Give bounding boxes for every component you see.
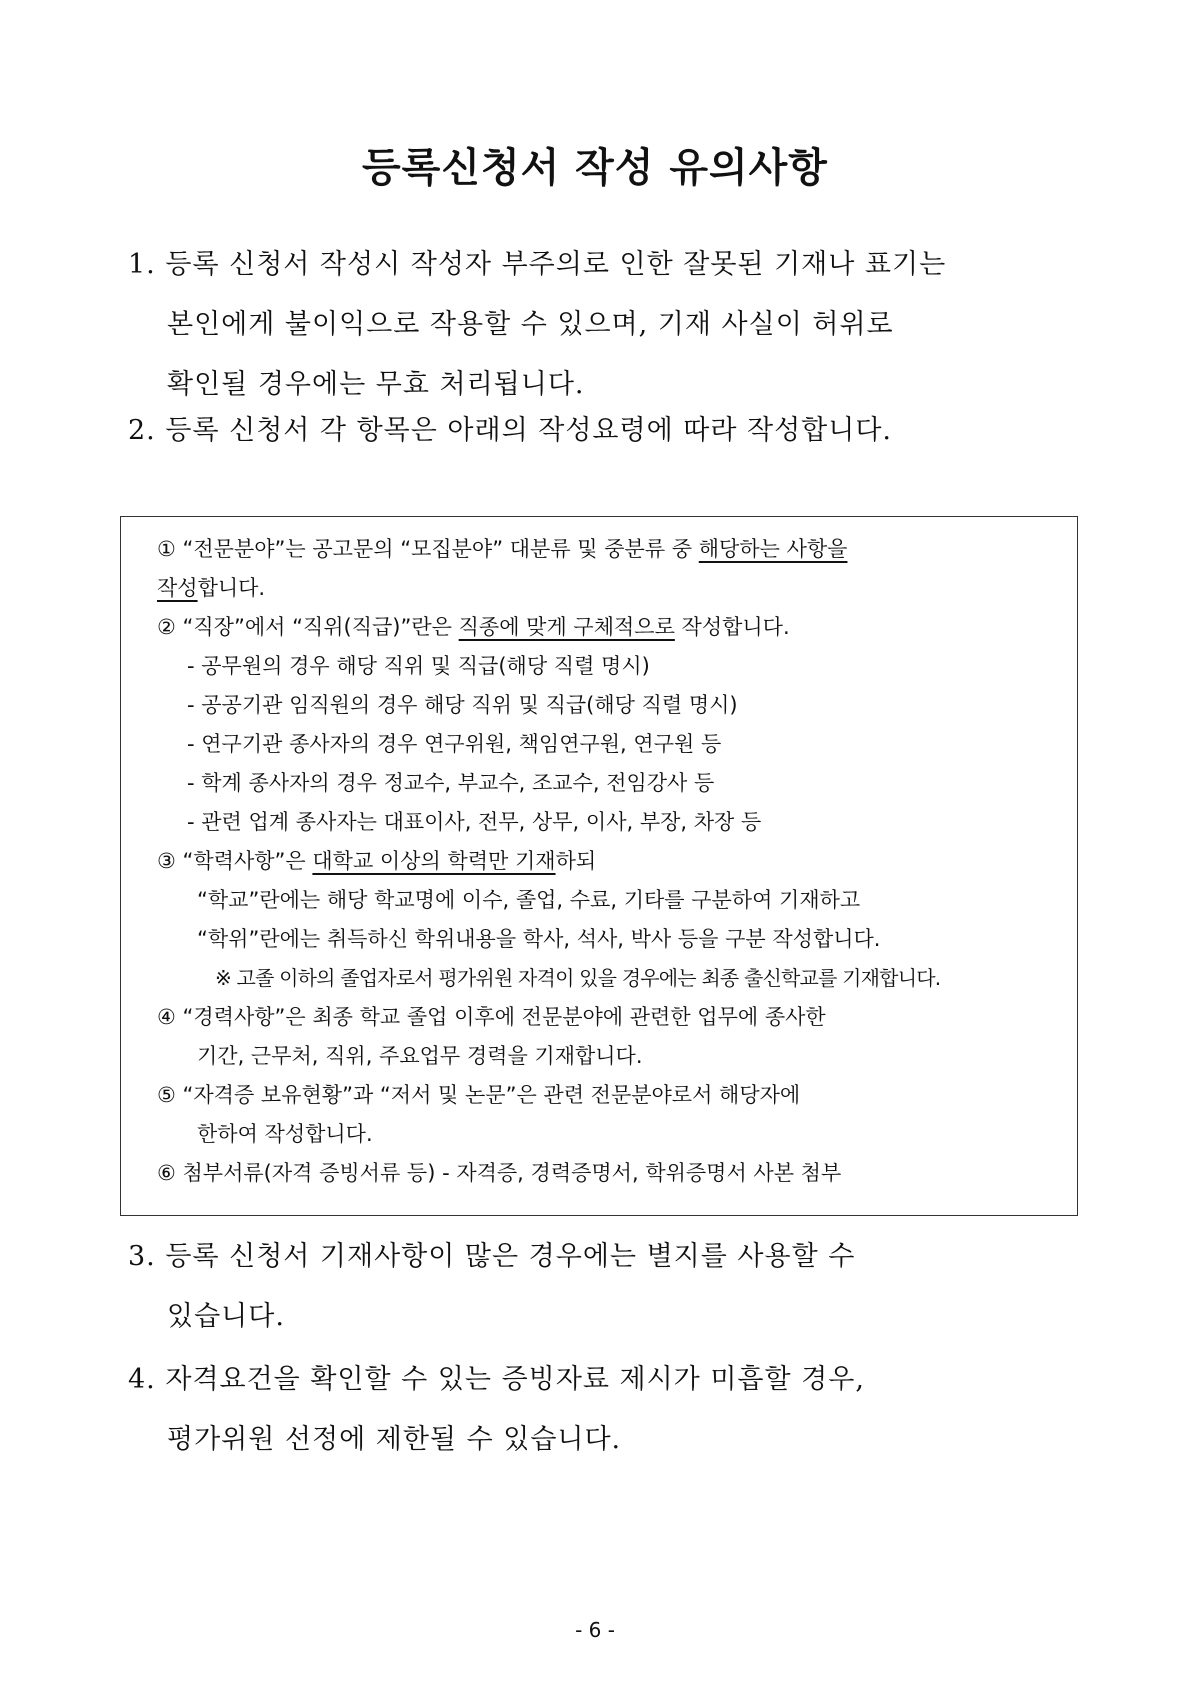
guide-item-3 (157, 842, 940, 998)
item-text: 등록 신청서 작성시 작성자 부주의로 인한 잘못된 기재나 표기는 (165, 249, 947, 280)
notice-item-1-line3: 확인될 경우에는 무효 처리됩니다. (167, 369, 585, 400)
guide-item-1 (157, 530, 847, 608)
item-number: 4. (128, 1364, 156, 1395)
guide-text: “학교”란에는 해당 학교명에 이수, 졸업, 수료, 기타를 구분하여 기재하고 (197, 888, 861, 912)
guide-item-6 (157, 1154, 841, 1193)
notice-item-1-line1 (128, 235, 1078, 295)
guide-text: 한하여 작성합니다. (197, 1122, 373, 1146)
guide-bullet: - 공공기관 임직원의 경우 해당 직위 및 직급(해당 직렬 명시) (187, 693, 738, 717)
guide-marker: ⑤ (157, 1083, 176, 1107)
guide-underline: 직종에 맞게 구체적으로 (458, 615, 675, 639)
guide-bullet: - 연구기관 종사자의 경우 연구위원, 책임연구원, 연구원 등 (187, 732, 722, 756)
guide-item-4 (157, 998, 826, 1076)
guide-text: “경력사항”은 최종 학교 졸업 이후에 전문분야에 관련한 업무에 종사한 (182, 1005, 826, 1029)
guide-text: 첨부서류(자격 증빙서류 등) - 자격증, 경력증명서, 학위증명서 사본 첨부 (182, 1161, 842, 1185)
notice-item-4-line1 (128, 1350, 865, 1410)
guide-marker: ④ (157, 1005, 176, 1029)
guide-underline: 해당하는 사항을 (698, 537, 848, 561)
guide-marker: ② (157, 615, 176, 639)
guide-bullet: - 관련 업계 종사자는 대표이사, 전무, 상무, 이사, 부장, 차장 등 (187, 810, 762, 834)
guide-text: “직장”에서 “직위(직급)”란은 (182, 615, 459, 639)
guide-text: 합니다. (197, 576, 266, 600)
item-number: 1. (128, 249, 156, 280)
writing-guide-box (120, 516, 1078, 1216)
guide-bullet: - 학계 종사자의 경우 정교수, 부교수, 조교수, 전임강사 등 (187, 771, 715, 795)
guide-marker: ⑥ (157, 1161, 176, 1185)
guide-text: 작성합니다. (674, 615, 790, 639)
guide-item-5 (157, 1076, 800, 1154)
guide-text: “전문분야”는 공고문의 “모집분야” 대분류 및 중분류 중 (182, 537, 699, 561)
guide-bullet: - 공무원의 경우 해당 직위 및 직급(해당 직렬 명시) (187, 654, 650, 678)
guide-note: ※ 고졸 이하의 졸업자로서 평가위원 자격이 있을 경우에는 최종 출신학교를 기재합니다. (215, 966, 941, 990)
notice-item-1 (128, 235, 1078, 415)
notice-item-3-line1 (128, 1227, 855, 1287)
notice-item-3 (128, 1227, 855, 1347)
guide-marker: ① (157, 537, 176, 561)
guide-underline: 대학교 이상의 학력만 기재 (312, 849, 556, 873)
notice-item-2-line1 (128, 401, 892, 461)
item-text: 등록 신청서 기재사항이 많은 경우에는 별지를 사용할 수 (165, 1241, 856, 1272)
item-text: 등록 신청서 각 항목은 아래의 작성요령에 따라 작성합니다. (165, 415, 892, 446)
guide-text: 기간, 근무처, 직위, 주요업무 경력을 기재합니다. (197, 1044, 643, 1068)
item-number: 3. (128, 1241, 156, 1272)
notice-item-4-line2: 평가위원 선정에 제한될 수 있습니다. (167, 1424, 622, 1455)
notice-item-4 (128, 1350, 865, 1470)
page-number: - 6 - (575, 1618, 615, 1642)
guide-underline: 작성 (157, 576, 198, 600)
notice-item-2 (128, 401, 892, 461)
guide-text: “학위”란에는 취득하신 학위내용을 학사, 석사, 박사 등을 구분 작성합니다. (197, 927, 881, 951)
guide-text: “학력사항”은 (182, 849, 313, 873)
notice-item-1-line2: 본인에게 불이익으로 작용할 수 있으며, 기재 사실이 허위로 (167, 309, 894, 340)
notice-item-3-line2: 있습니다. (167, 1301, 285, 1332)
guide-text: “자격증 보유현황”과 “저서 및 논문”은 관련 전문분야로서 해당자에 (182, 1083, 801, 1107)
page-title: 등록신청서 작성 유의사항 (362, 145, 828, 191)
guide-item-2 (157, 608, 790, 842)
item-number: 2. (128, 415, 156, 446)
guide-text: 하되 (555, 849, 597, 873)
guide-marker: ③ (157, 849, 176, 873)
item-text: 자격요건을 확인할 수 있는 증빙자료 제시가 미흡할 경우, (165, 1364, 865, 1395)
